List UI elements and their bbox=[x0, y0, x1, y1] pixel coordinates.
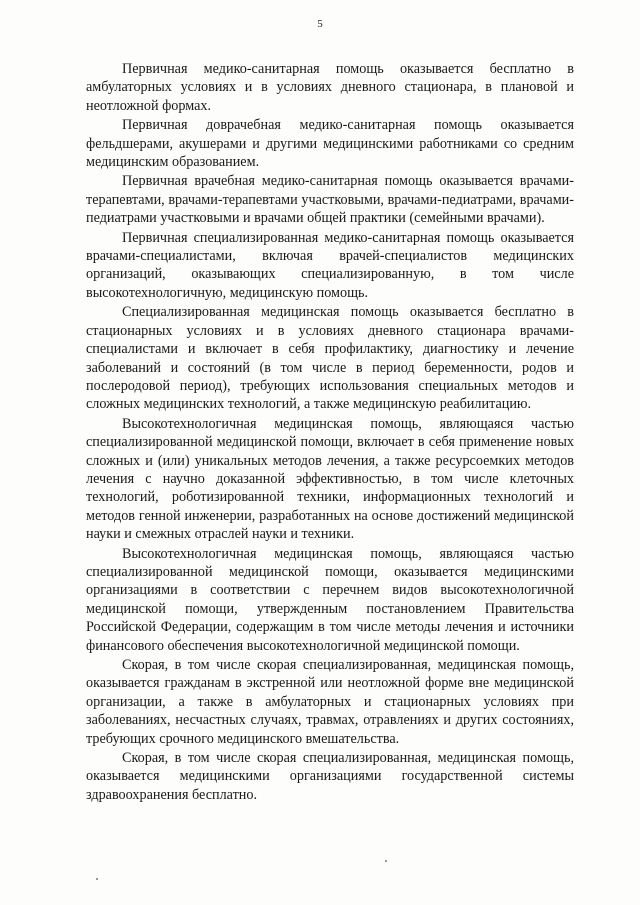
paragraph-emergency-care: Скорая, в том числе скорая специализированная, медицинская помощь, оказывается гражданам в экстренной или неотложной форме вне медицинской организации, а также в амбулаторных и стационарных условиях при заболеваниях, несчастных случаях, травмах, отравлениях и других состояниях, требующих срочного медицинского вмешательства. bbox=[86, 657, 574, 747]
paragraph-high-tech-care-definition: Высокотехнологичная медицинская помощь, являющаяся частью специализированной медицинской помощи, включает в себя применение новых сложных и (или) уникальных методов лечения, а также ресурсоемких методов лечения с научно доказанной эффективностью, в том числе клеточных технологий, роботизированной техники, информационных технологий и методов генной инженерии, разработанных на основе достижений медицинской науки и смежных отраслей науки и техники. bbox=[86, 415, 574, 543]
paragraph-emergency-care-free: Скорая, в том числе скорая специализированная, медицинская помощь, оказывается медицинскими организациями государственной системы здравоохранения бесплатно. bbox=[86, 750, 574, 803]
paragraph-high-tech-care-provision: Высокотехнологичная медицинская помощь, являющаяся частью специализированной медицинской помощи, оказывается медицинскими организациями в соответствии с перечнем видов высокотехнологичной медицинской помощи, утвержденным постановлением Правительства Российской Федерации, содержащим в том числе методы лечения и источники финансового обеспечения высокотехнологичной медицинской помощи. bbox=[86, 545, 574, 654]
scan-speck bbox=[96, 878, 98, 880]
paragraph-specialized-primary-care: Первичная специализированная медико-санитарная помощь оказывается врачами-специалистами, включая врачей-специалистов медицинских организаций, оказывающих специализированную, в том числе высокотехнологичную, медицинскую помощь. bbox=[86, 229, 574, 301]
paragraph-specialized-care: Специализированная медицинская помощь оказывается бесплатно в стационарных условиях и в условиях дневного стационара врачами-специалистами и включает в себя профилактику, диагностику и лечение заболеваний и состояний (в том числе в период беременности, родов и послеродовой период), требующих использования специальных методов и сложных медицинских технологий, а также медицинскую реабилитацию. bbox=[86, 304, 574, 413]
scan-speck bbox=[385, 860, 387, 862]
page-number: 5 bbox=[317, 18, 323, 30]
paragraph-pre-doctor-care: Первичная доврачебная медико-санитарная помощь оказывается фельдшерами, акушерами и другими медицинскими работниками со средним медицинским образованием. bbox=[86, 117, 574, 171]
document-body bbox=[86, 60, 574, 804]
paragraph-doctor-care: Первичная врачебная медико-санитарная помощь оказывается врачами-терапевтами, врачами-терапевтами участковыми, врачами-педиатрами, врачами-педиатрами участковыми и врачами общей практики (семейными врачами). bbox=[86, 173, 574, 227]
paragraph-primary-care: Первичная медико-санитарная помощь оказывается бесплатно в амбулаторных условиях и в условиях дневного стационара, в плановой и неотложной формах. bbox=[86, 61, 574, 114]
